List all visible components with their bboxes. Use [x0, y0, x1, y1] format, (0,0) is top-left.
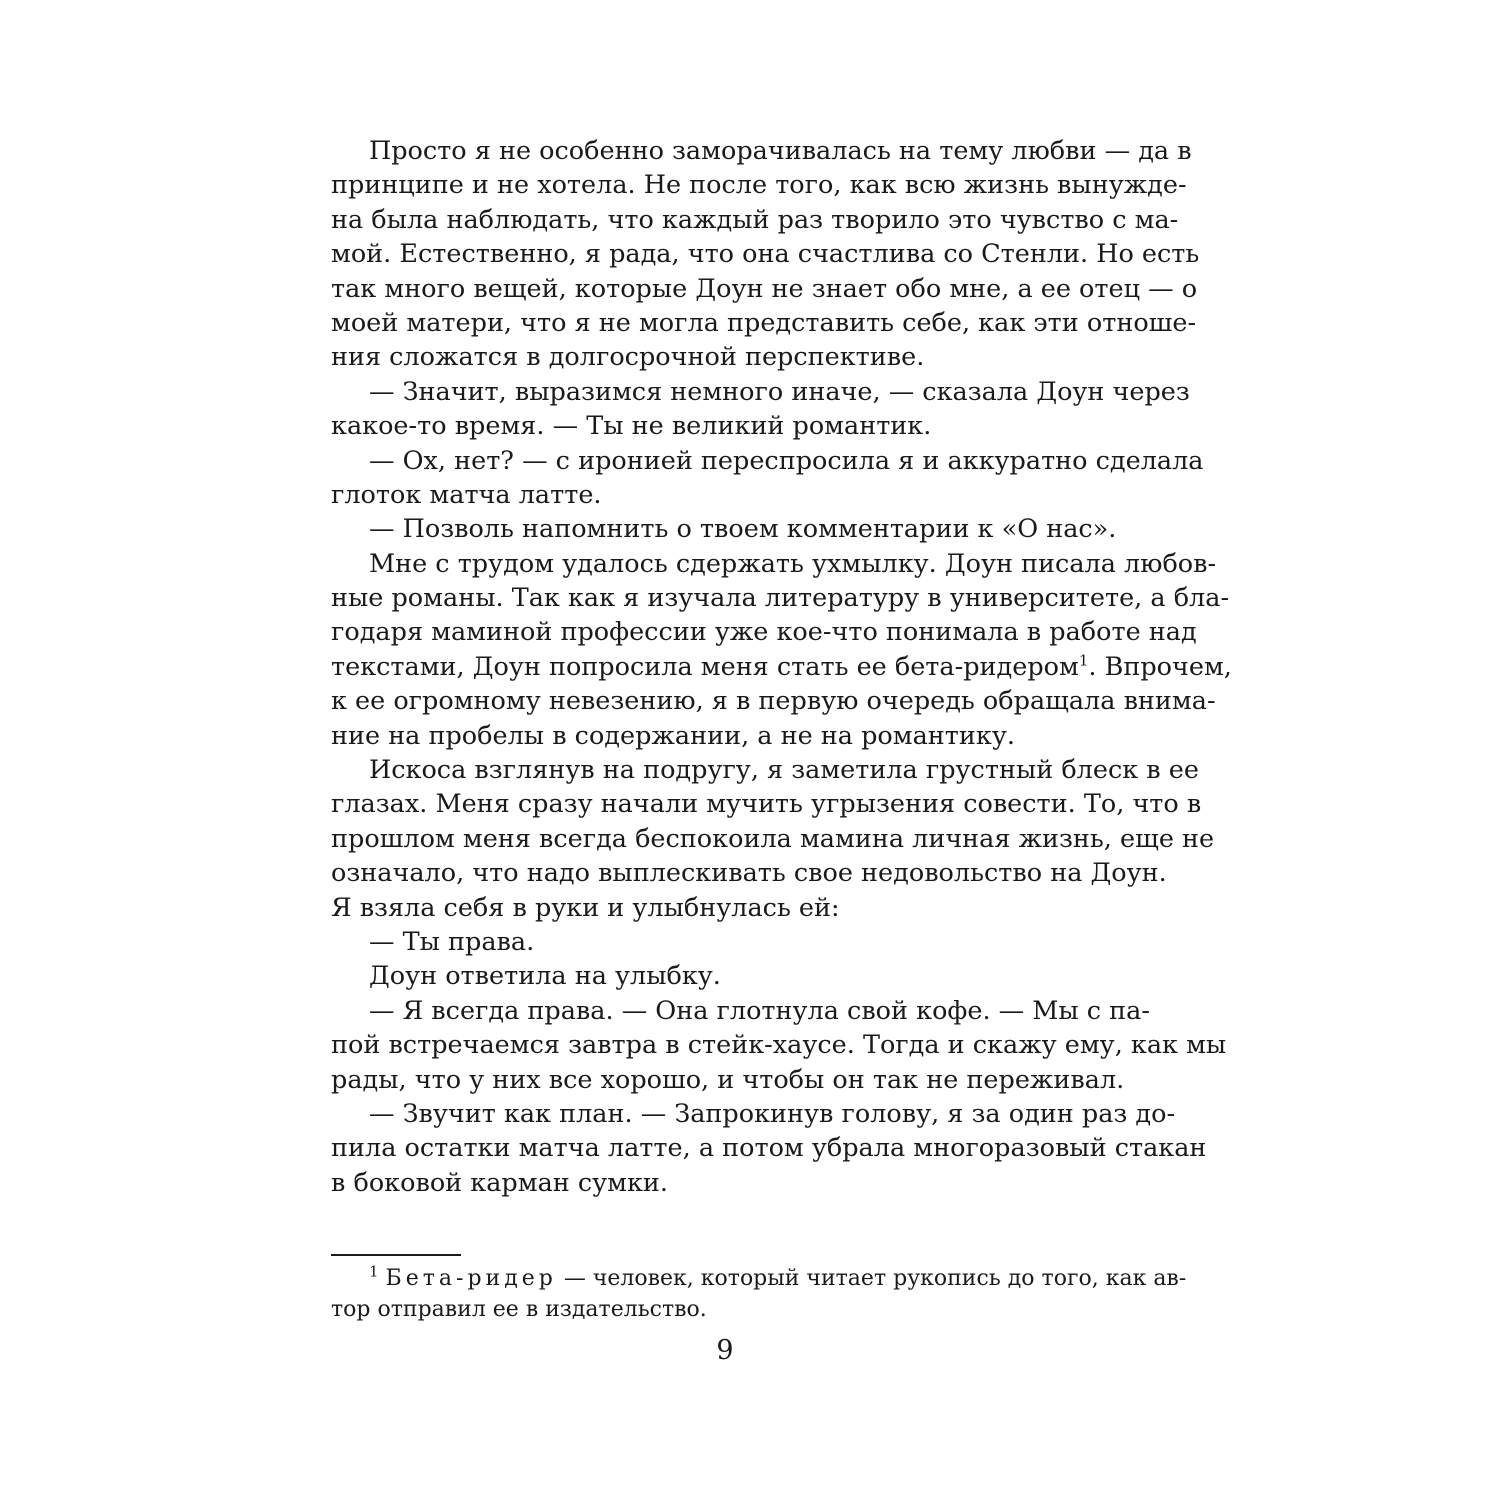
text-line: какое-то время. — Ты не великий романтик.	[331, 411, 932, 442]
text-line: Просто я не особенно заморачивалась на тему любви — да в	[369, 136, 1192, 166]
text-line: пой встречаемся завтра в стейк-хаусе. Тогда и скажу ему, как мы	[331, 1030, 1227, 1061]
text-line: глоток матча латте.	[331, 479, 602, 510]
footnote-line: тор отправил ее в издательство.	[331, 1297, 707, 1322]
text-segment: . Впрочем,	[1088, 651, 1232, 682]
footnote-text: — человек, который читает рукопись до того, как ав-	[556, 1266, 1187, 1291]
text-line: Я взяла себя в руки и улыбнулась ей:	[331, 892, 840, 923]
footnote-marker: 1	[369, 1262, 379, 1281]
footnote-line	[331, 1262, 1187, 1294]
text-line: означало, что надо выплескивать свое недовольство на Доун.	[331, 858, 1167, 889]
text-line: в боковой карман сумки.	[331, 1167, 669, 1198]
text-segment: текстами, Доун попросила меня стать ее бета-ридером	[331, 651, 1079, 682]
text-line: так много вещей, которые Доун не знает обо мне, а ее отец — о	[331, 273, 1198, 304]
text-line: глазах. Меня сразу начали мучить угрызения совести. То, что в	[331, 789, 1202, 820]
text-line: — Ох, нет? — с иронией переспросила я и аккуратно сделала	[369, 445, 1204, 476]
footnote-divider	[331, 1254, 461, 1256]
text-line: принципе и не хотела. Не после того, как всю жизнь вынужде-	[331, 170, 1187, 201]
text-line: мой. Естественно, я рада, что она счастлива со Стенли. Но есть	[331, 239, 1200, 270]
text-line: — Я всегда права. — Она глотнула свой кофе. — Мы с па-	[369, 995, 1150, 1026]
book-page-body	[331, 134, 1232, 1200]
text-line: годаря маминой профессии уже кое-что понимала в работе над	[331, 617, 1197, 648]
footnote	[331, 1262, 1187, 1325]
text-line: — Значит, выразимся немного иначе, — сказала Доун через	[369, 376, 1190, 407]
text-line: — Звучит как план. — Запрокинув голову, я за один раз до-	[369, 1098, 1176, 1129]
text-line: прошлом меня всегда беспокоила мамина личная жизнь, еще не	[331, 823, 1215, 854]
text-line: Доун ответила на улыбку.	[369, 961, 721, 992]
text-line: рады, что у них все хорошо, и чтобы он так не переживал.	[331, 1064, 1125, 1095]
text-line: Мне с трудом удалось сдержать ухмылку. Доун писала любов-	[369, 548, 1217, 579]
text-line: пила остатки матча латте, а потом убрала многоразовый стакан	[331, 1133, 1207, 1164]
text-line: — Позволь напомнить о твоем комментарии к «О нас».	[369, 514, 1117, 545]
text-line: к ее огромному невезению, я в первую очередь обращала внима-	[331, 686, 1216, 717]
page-number: 9	[716, 1335, 734, 1366]
text-line: Искоса взглянув на подругу, я заметила грустный блеск в ее	[369, 755, 1199, 786]
text-line: — Ты права.	[369, 926, 535, 957]
footnote-term: Бета-ридер	[385, 1266, 557, 1291]
text-line: моей матери, что я не могла представить себе, как эти отноше-	[331, 307, 1197, 338]
text-line: на была наблюдать, что каждый раз творило это чувство с ма-	[331, 204, 1179, 235]
text-line: ные романы. Так как я изучала литературу в университете, а бла-	[331, 583, 1230, 614]
text-line-with-footnote	[331, 650, 1232, 684]
footnote-reference: 1	[1078, 651, 1089, 670]
text-line: ние на пробелы в содержании, а не на романтику.	[331, 720, 1015, 751]
text-line: ния сложатся в долгосрочной перспективе.	[331, 342, 925, 373]
